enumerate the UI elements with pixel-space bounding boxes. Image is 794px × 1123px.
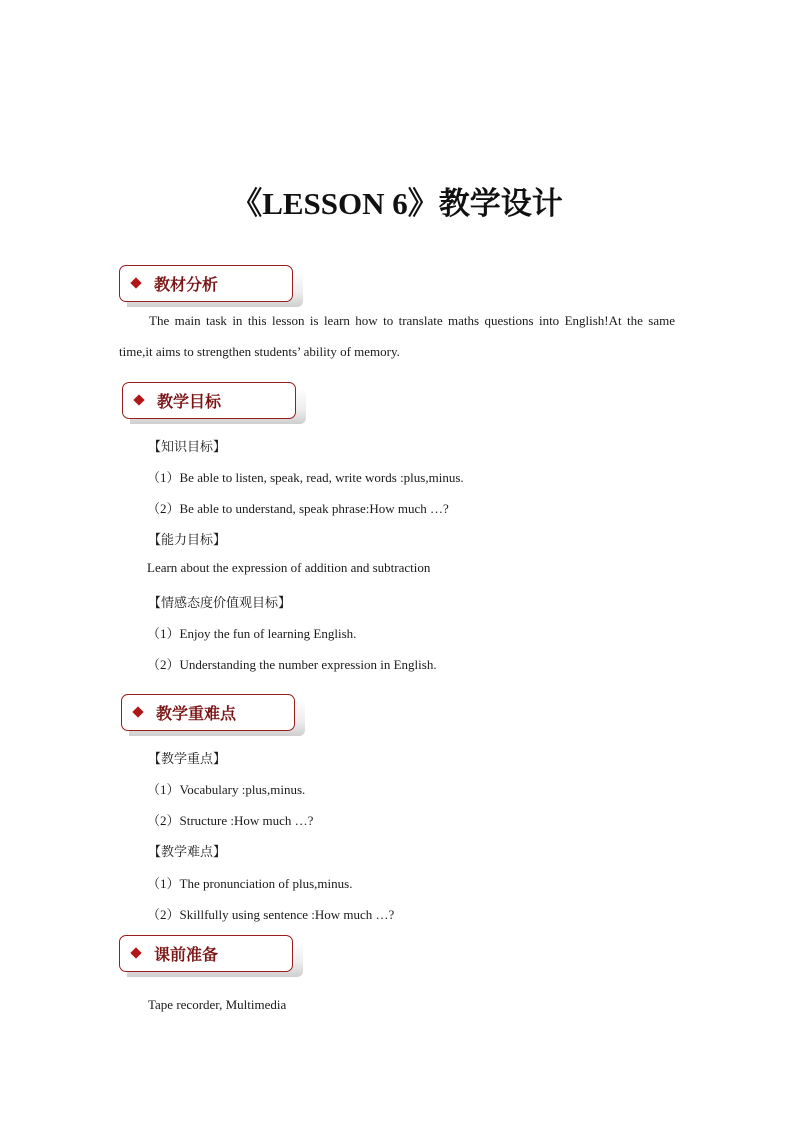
emotion-goal-item: （2）Understanding the number expression in English.: [147, 657, 437, 672]
key-point-item: （2）Structure :How much …?: [147, 813, 314, 828]
section-heading-label: 教学重难点: [156, 704, 237, 723]
ability-goal-item: Learn about the expression of addition and subtraction: [147, 560, 431, 575]
knowledge-goal-item: （1）Be able to listen, speak, read, write words :plus,minus.: [147, 470, 464, 485]
key-point-item: （1）Vocabulary :plus,minus.: [147, 782, 306, 797]
section-heading-label: 课前准备: [154, 945, 219, 964]
difficult-point-item: （2）Skillfully using sentence :How much …?: [147, 907, 395, 922]
section-heading-key-points: [121, 694, 311, 736]
ability-goal-title: 【能力目标】: [148, 533, 227, 548]
key-points-title: 【教学重点】: [148, 752, 227, 767]
materials-paragraph: The main task in this lesson is learn how to translate maths questions into English!At the same time,it aims to strengthen students’ ability of memory.: [119, 313, 675, 359]
knowledge-goal-item: （2）Be able to understand, speak phrase:How much …?: [147, 501, 449, 516]
preparation-text: Tape recorder, Multimedia: [148, 997, 287, 1012]
difficult-points-title: 【教学难点】: [148, 845, 227, 860]
difficult-point-item: （1）The pronunciation of plus,minus.: [147, 876, 353, 891]
section-heading-preparation: [119, 935, 309, 977]
section-heading-label: 教学目标: [157, 392, 222, 411]
emotion-goal-item: （1）Enjoy the fun of learning English.: [147, 626, 357, 641]
knowledge-goal-title: 【知识目标】: [148, 440, 227, 455]
section-heading-materials: [119, 265, 309, 307]
section-heading-objectives: [122, 382, 312, 424]
section-heading-label: 教材分析: [154, 275, 219, 294]
emotion-goal-title: 【情感态度价值观目标】: [148, 596, 292, 611]
document-title: 《LESSON 6》教学设计: [231, 186, 563, 221]
